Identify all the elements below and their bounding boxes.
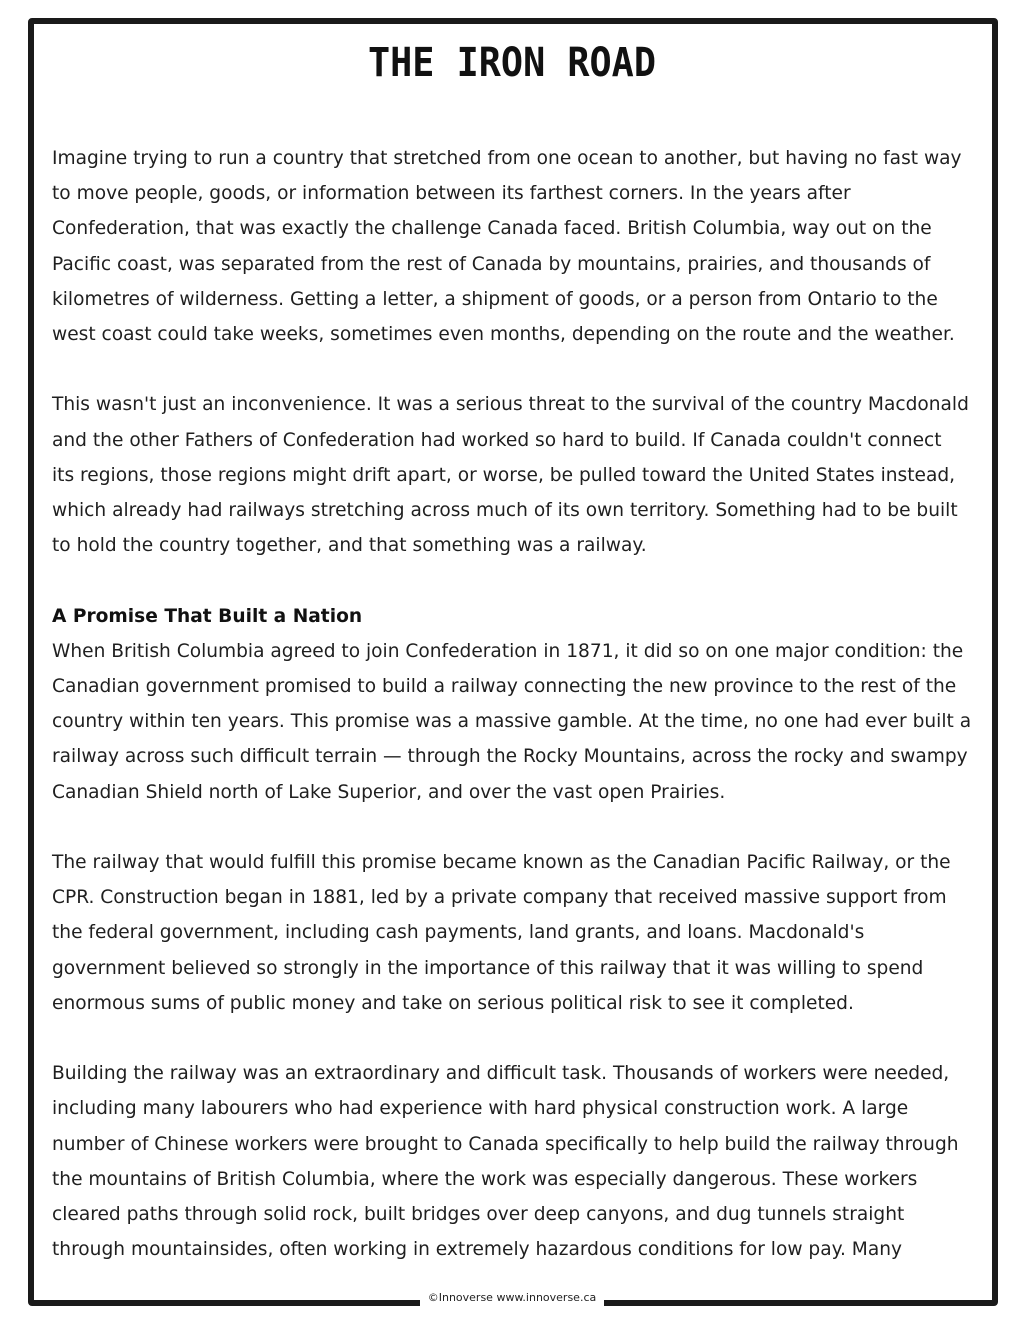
paragraph-section-3: Building the railway was an extraordinary and difficult task. Thousands of workers were needed, including many labourers who had experience with hard physical construction work. A large number of Chinese workers were brought to Canada specifically to help build the railway through the mountains of British Columbia, where the work was especially dangerous. These workers cleared paths through solid rock, built bridges over deep canyons, and dug tunnels straight through mountainsides, often working in extremely hazardous conditions for low pay. Many	[52, 1063, 959, 1261]
article-body	[52, 141, 972, 1303]
paragraph-intro-1: Imagine trying to run a country that stretched from one ocean to another, but having no fast way to move people, goods, or information between its farthest corners. In the years after Confederation, that was exactly the challenge Canada faced. British Columbia, way out on the Pacific coast, was separated from the rest of Canada by mountains, prairies, and thousands of kilometres of wilderness. Getting a letter, a shipment of goods, or a person from Ontario to the west coast could take weeks, sometimes even months, depending on the route and the weather.	[52, 148, 962, 346]
section-heading: A Promise That Built a Nation	[52, 605, 363, 627]
footer	[0, 1286, 1024, 1307]
footer-copyright: ©Innoverse www.innoverse.ca	[420, 1289, 605, 1307]
paragraph-intro-2: This wasn't just an inconvenience. It was a serious threat to the survival of the country Macdonald and the other Fathers of Confederation had worked so hard to build. If Canada couldn't connect its regions, those regions might drift apart, or worse, be pulled toward the United States instead, which already had railways stretching across much of its own territory. Something had to be built to hold the country together, and that something was a railway.	[52, 394, 969, 557]
paragraph-section-2: The railway that would fulfill this promise became known as the Canadian Pacific Railway, or the CPR. Construction began in 1881, led by a private company that received massive support from the federal government, including cash payments, land grants, and loans. Macdonald's government believed so strongly in the importance of this railway that it was willing to spend enormous sums of public money and take on serious political risk to see it completed.	[52, 852, 951, 1014]
paragraph-section-1: When British Columbia agreed to join Confederation in 1871, it did so on one major condition: the Canadian government promised to build a railway connecting the new province to the rest of the country within ten years. This promise was a massive gamble. At the time, no one had ever built a railway across such difficult terrain — through the Rocky Mountains, across the rocky and swampy Canadian Shield north of Lake Superior, and over the vast open Prairies.	[52, 640, 972, 803]
page-title: THE IRON ROAD	[367, 40, 657, 86]
